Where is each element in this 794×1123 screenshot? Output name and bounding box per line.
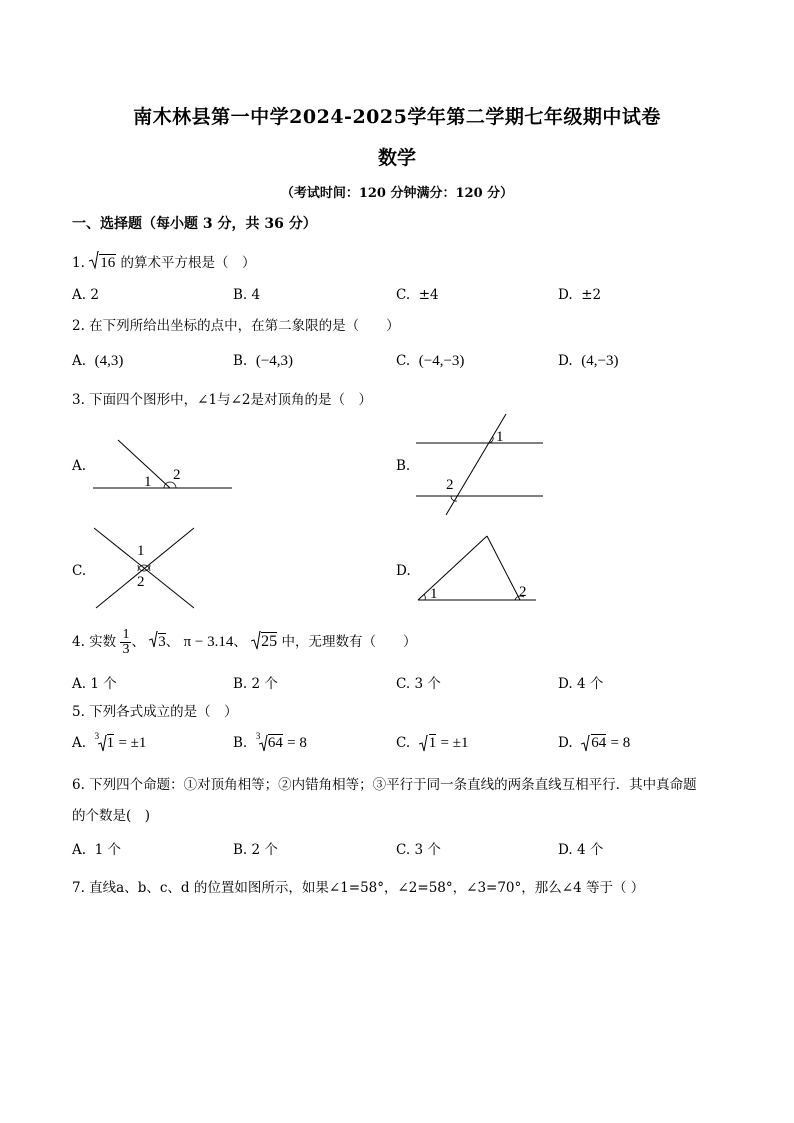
q6-option-b[interactable]: B. 2 个 <box>233 842 278 858</box>
question-3: 3. 下面四个图形中，∠1与∠2是对顶角的是（ ） <box>72 392 372 408</box>
q3-b-angle1-label: 1 <box>496 429 504 445</box>
q3-c-angle2-label: 2 <box>137 574 145 590</box>
q3-d-angle1-label: 1 <box>430 586 438 602</box>
q3-option-b-label[interactable]: B. <box>396 458 411 474</box>
q2-option-c[interactable]: C. (−4,−3) <box>396 353 465 369</box>
q1-text: 的算术平方根是（ ） <box>120 255 256 271</box>
question-5: 5. 下列各式成立的是（ ） <box>72 704 238 720</box>
q4-option-d[interactable]: D. 4 个 <box>558 676 604 692</box>
q3-figure-a[interactable] <box>90 435 235 495</box>
q3-a-angle1-label: 1 <box>144 474 152 490</box>
question-2: 2. 在下列所给出坐标的点中，在第二象限的是（ ） <box>72 318 400 334</box>
q4-option-a[interactable]: A. 1 个 <box>72 676 117 692</box>
q2-option-d[interactable]: D. (4,−3) <box>558 353 619 369</box>
exam-info: （考试时间：120 分钟满分：120 分） <box>280 186 514 201</box>
radical-sign-icon <box>98 735 107 752</box>
radical-sign-icon <box>581 735 590 752</box>
q1-number: 1. <box>72 255 85 271</box>
radical-sign-icon <box>89 251 99 269</box>
q5-option-a[interactable]: A. 3 1 = ±1 <box>72 731 147 751</box>
q3-a-angle2-label: 2 <box>173 467 181 483</box>
q4-pi-expr: π − 3.14 <box>183 634 234 650</box>
q1-option-a[interactable]: A. 2 <box>72 287 99 303</box>
radical-sign-icon <box>251 631 261 650</box>
q4-sqrt3: 3 <box>149 628 166 656</box>
question-6-line1: 6. 下列四个命题：①对顶角相等；②内错角相等；③平行于同一条直线的两条直线互相平行．其中真命题 <box>72 777 697 793</box>
q6-option-d[interactable]: D. 4 个 <box>558 842 604 858</box>
q1-sqrt <box>89 253 116 273</box>
q3-figure-d[interactable] <box>412 530 542 605</box>
question-6-line2: 的个数是( ) <box>72 808 151 824</box>
q3-d-angle2-label: 2 <box>519 584 527 600</box>
q6-option-c[interactable]: C. 3 个 <box>396 842 441 858</box>
q3-figure-c[interactable] <box>90 522 200 614</box>
q5-option-c[interactable]: C. 1 = ±1 <box>396 735 469 751</box>
q3-c-angle1-label: 1 <box>137 543 145 559</box>
q1-option-b[interactable]: B. 4 <box>233 287 261 303</box>
q3-option-a-label[interactable]: A. <box>72 458 87 474</box>
question-7: 7. 直线a、b、c、d 的位置如图所示，如果∠1=58°，∠2=58°，∠3=70°，那么∠4 等于（ ） <box>72 880 645 896</box>
question-4: 4. 实数 $\frac{1}{3}$ 、 3、 π − 3.14、 25 中，无理数有（ ） <box>72 627 417 657</box>
q3-b-angle2-label: 2 <box>446 477 454 493</box>
q5-option-d[interactable]: D. 64 = 8 <box>558 735 631 751</box>
q4-fraction: $\frac{1}{3}$ <box>122 627 130 657</box>
exam-title: 南木林县第一中学2024-2025学年第二学期七年级期中试卷 <box>133 106 661 128</box>
q1-radicand: 16 <box>100 255 116 271</box>
q3-figure-b[interactable] <box>412 410 547 520</box>
q2-option-a[interactable]: A. (4,3) <box>72 353 124 369</box>
q4-sqrt25: 25 <box>251 628 277 656</box>
question-1 <box>72 253 255 273</box>
radical-sign-icon <box>419 735 428 752</box>
radical-sign-icon <box>259 735 268 752</box>
q1-option-c[interactable]: C. ±4 <box>396 287 439 303</box>
section-heading: 一、选择题（每小题 3 分，共 36 分） <box>72 216 317 232</box>
q3-option-c-label[interactable]: C. <box>72 563 87 579</box>
q1-option-d[interactable]: D. ±2 <box>558 287 602 303</box>
radical-sign-icon <box>149 631 158 648</box>
q3-option-d-label[interactable]: D. <box>396 563 411 579</box>
q5-option-b[interactable]: B. 3 64 = 8 <box>233 731 307 751</box>
q2-option-b[interactable]: B. (−4,3) <box>233 353 294 369</box>
q4-option-b[interactable]: B. 2 个 <box>233 676 278 692</box>
subject-title: 数学 <box>377 147 416 169</box>
q4-option-c[interactable]: C. 3 个 <box>396 676 441 692</box>
q6-option-a[interactable]: A. 1 个 <box>72 842 122 858</box>
